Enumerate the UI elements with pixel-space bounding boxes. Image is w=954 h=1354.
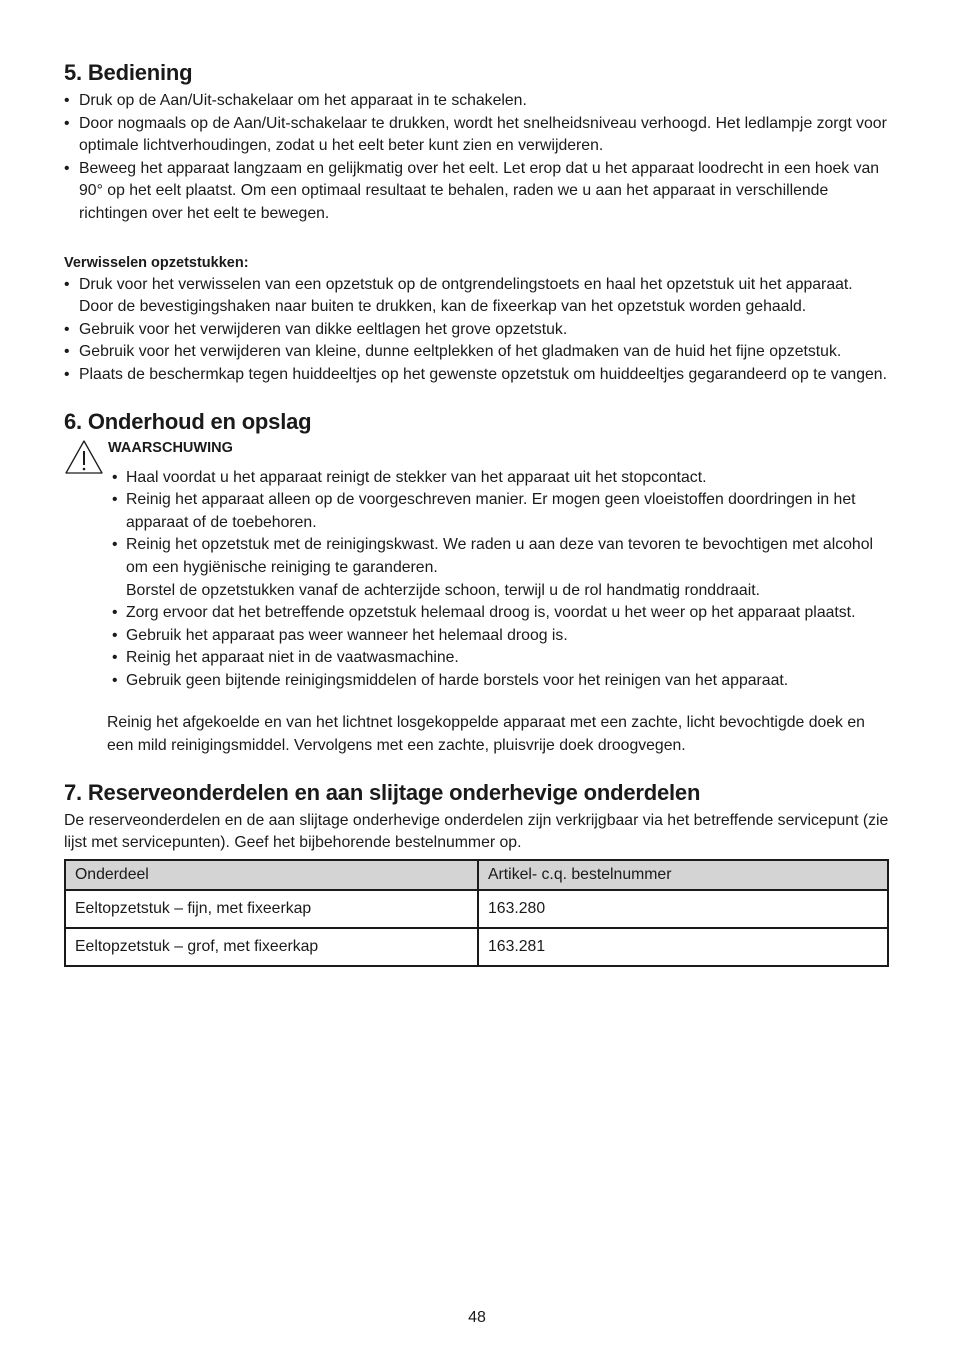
list-item: • Reinig het apparaat alleen op de voorgeschreven manier. Er mogen geen vloeistoffen doordringen in het apparaat of de toebehoren.	[112, 489, 890, 534]
list-item: • Haal voordat u het apparaat reinigt de stekker van het apparaat uit het stopcontact.	[112, 467, 890, 490]
cleaning-paragraph: Reinig het afgekoelde en van het lichtnet losgekoppelde apparaat met een zachte, licht bevochtigde doek en een mild reinigingsmiddel. Vervolgens met een zachte, pluisvrije doek droogvegen.	[107, 714, 865, 755]
table-cell: 163.281	[478, 928, 888, 966]
table-row	[65, 890, 888, 928]
table-cell: Eeltopzetstuk – grof, met fixeerkap	[65, 928, 478, 966]
warning-label: WAARSCHUWING	[108, 439, 233, 456]
maintenance-list	[112, 467, 890, 693]
table-cell: 163.280	[478, 890, 888, 928]
table-header-cell: Artikel- c.q. bestelnummer	[478, 860, 888, 890]
section-5-title: 5. Bediening	[64, 60, 193, 85]
section-5-list	[64, 90, 890, 226]
attachments-list	[64, 274, 890, 387]
subheading-attachments: Verwisselen opzetstukken:	[64, 254, 249, 271]
list-item-text: Reinig het opzetstuk met de reinigingskwast. We raden u aan deze van tevoren te bevochtigen met alcohol om een hygiënische reiniging te garanderen.	[126, 536, 873, 576]
section-7-title: 7. Reserveonderdelen en aan slijtage onderhevige onderdelen	[64, 779, 701, 805]
table-header-cell: Onderdeel	[65, 860, 478, 890]
list-item: • Beweeg het apparaat langzaam en gelijkmatig over het eelt. Let erop dat u het apparaat loodrecht in een hoek van 90° op het eelt plaatst. Om een optimaal resultaat te behalen, raden we u aan het apparaat in verschillende richtingen over het eelt te bewegen.	[64, 158, 890, 226]
list-item: • Gebruik voor het verwijderen van dikke eeltlagen het grove opzetstuk.	[64, 319, 890, 342]
section-7-intro: De reserveonderdelen en de aan slijtage onderhevige onderdelen zijn verkrijgbaar via het betreffende servicepunt (zie lijst met servicepunten). Geef het bijbehorende bestelnummer op.	[64, 811, 889, 852]
warning-triangle-icon	[64, 439, 104, 475]
section-6-title: 6. Onderhoud en opslag	[64, 408, 312, 434]
list-item: • Druk voor het verwisselen van een opzetstuk op de ontgrendelingstoets en haal het opzetstuk uit het apparaat. Door de bevestigingshaken naar buiten te drukken, kan de fixeerkap van het opzetstuk worden gehaald.	[64, 274, 890, 319]
warning-header	[64, 437, 890, 467]
list-item-extra: Borstel de opzetstukken vanaf de achterzijde schoon, terwijl u de rol handmatig ronddraait.	[126, 581, 760, 599]
list-item: • Door nogmaals op de Aan/Uit-schakelaar te drukken, wordt het snelheidsniveau verhoogd. Het ledlampje zorgt voor optimale lichtverhoudingen, zodat u het eelt beter kunt zien en verwijderen.	[64, 113, 890, 158]
list-item: • Gebruik voor het verwijderen van kleine, dunne eeltplekken of het gladmaken van de huid het fijne opzetstuk.	[64, 341, 890, 364]
table-cell: Eeltopzetstuk – fijn, met fixeerkap	[65, 890, 478, 928]
table-row	[65, 928, 888, 966]
table-header-row	[65, 860, 888, 890]
list-item: • Plaats de beschermkap tegen huiddeeltjes op het gewenste opzetstuk om huiddeeltjes gegarandeerd op te vangen.	[64, 364, 890, 387]
list-item: • Gebruik het apparaat pas weer wanneer het helemaal droog is.	[112, 625, 890, 648]
page-number: 48	[468, 1309, 486, 1326]
list-item: • Gebruik geen bijtende reinigingsmiddelen of harde borstels voor het reinigen van het apparaat.	[112, 670, 890, 693]
document-page	[64, 58, 890, 967]
list-item: • Druk op de Aan/Uit-schakelaar om het apparaat in te schakelen.	[64, 90, 890, 113]
list-item: • Reinig het apparaat niet in de vaatwasmachine.	[112, 647, 890, 670]
list-item	[112, 534, 890, 602]
parts-table	[64, 859, 889, 967]
list-item: • Zorg ervoor dat het betreffende opzetstuk helemaal droog is, voordat u het weer op het apparaat plaatst.	[112, 602, 890, 625]
